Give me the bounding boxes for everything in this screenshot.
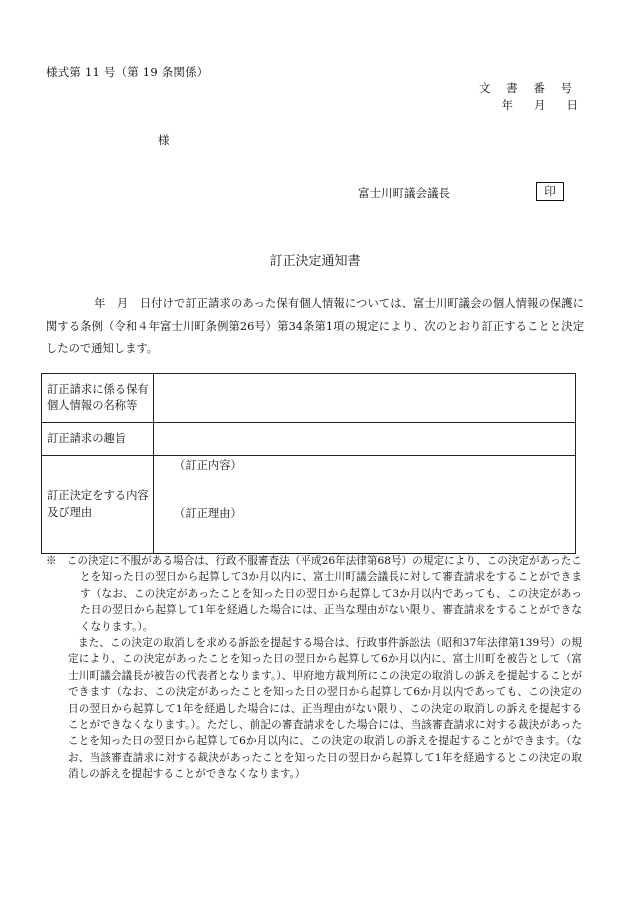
table-row [42, 423, 576, 456]
row-value-info-name [154, 374, 576, 423]
correction-reason-label: （訂正理由） [174, 506, 242, 520]
note-text-1: この決定に不服がある場合は、行政不服審査法（平成26年法律第68号）の規定により、この決定があったことを知った日の翌日から起算して3か月以内に、富士川町議会議長に対して審査請求をすることができます（なお、この決定があったことを知った日の翌日から起算して3か月以内であっても、この決定があった日の翌日から起算して1年を経過した場合には、正当な理由がない限り、審査請求をすることができなくなります。）。 [66, 555, 582, 633]
row-value-decision [154, 456, 576, 554]
addressee-suffix: 様 [158, 133, 170, 147]
appeal-notes [46, 553, 582, 783]
seal-box: 印 [536, 182, 564, 201]
correction-table [41, 373, 576, 554]
row-label-info-name: 訂正請求に係る保有個人情報の名称等 [42, 374, 154, 423]
note-mark: ※ [46, 555, 57, 567]
table-row [42, 374, 576, 423]
form-number: 様式第 11 号（第 19 条関係） [46, 65, 209, 79]
notice-body-text: 年 月 日付けで訂正請求のあった保有個人情報については、富士川町議会の個人情報の保護に関する条例（令和４年富士川町条例第26号）第34条第1項の規定により、次のとおり訂正することと決定したので通知します。 [46, 297, 584, 355]
date-year: 年 [501, 98, 513, 112]
note-paragraph-1 [46, 553, 582, 635]
date-line [502, 97, 579, 113]
date-month: 月 [534, 98, 546, 112]
row-label-request-purpose: 訂正請求の趣旨 [42, 423, 154, 456]
row-label-decision: 訂正決定をする内容及び理由 [42, 456, 154, 554]
correction-content-label: （訂正内容） [174, 459, 242, 472]
document-title: 訂正決定通知書 [269, 254, 361, 269]
document-number-label: 文 書 番 号 [479, 81, 578, 95]
notice-body [46, 293, 584, 361]
note-paragraph-2: また、この決定の取消しを求める訴訟を提起する場合は、行政事件訴訟法（昭和37年法律第139号）の規定により、この決定があったことを知った日の翌日から起算して6か月以内に、富士川町を被告として（富士川町議会議長が被告の代表者となります。）、甲府地方裁判所にこの決定の取消しの訴えを提起することができます（なお、この決定があったことを知った日の翌日から起算して6か月以内であっても、この決定の日の翌日から起算して1年を経過した場合には、正当理由がない限り、この決定の取消しの訴えを提起することができなくなります。）。ただし、前記の審査請求をした場合には、当該審査請求に対する裁決があったことを知った日の翌日から起算して6か月以内に、この決定の取消しの訴えを提起することができます。（なお、当該審査請求に対する裁決があったことを知った日の翌日から起算して1年を経過するとこの決定の取消しの訴えを提起することができなくなります。） [68, 637, 582, 781]
sender-name: 富士川町議会議長 [358, 186, 450, 200]
row-value-request-purpose [154, 423, 576, 456]
table-row [42, 456, 576, 554]
date-day: 日 [566, 98, 578, 112]
